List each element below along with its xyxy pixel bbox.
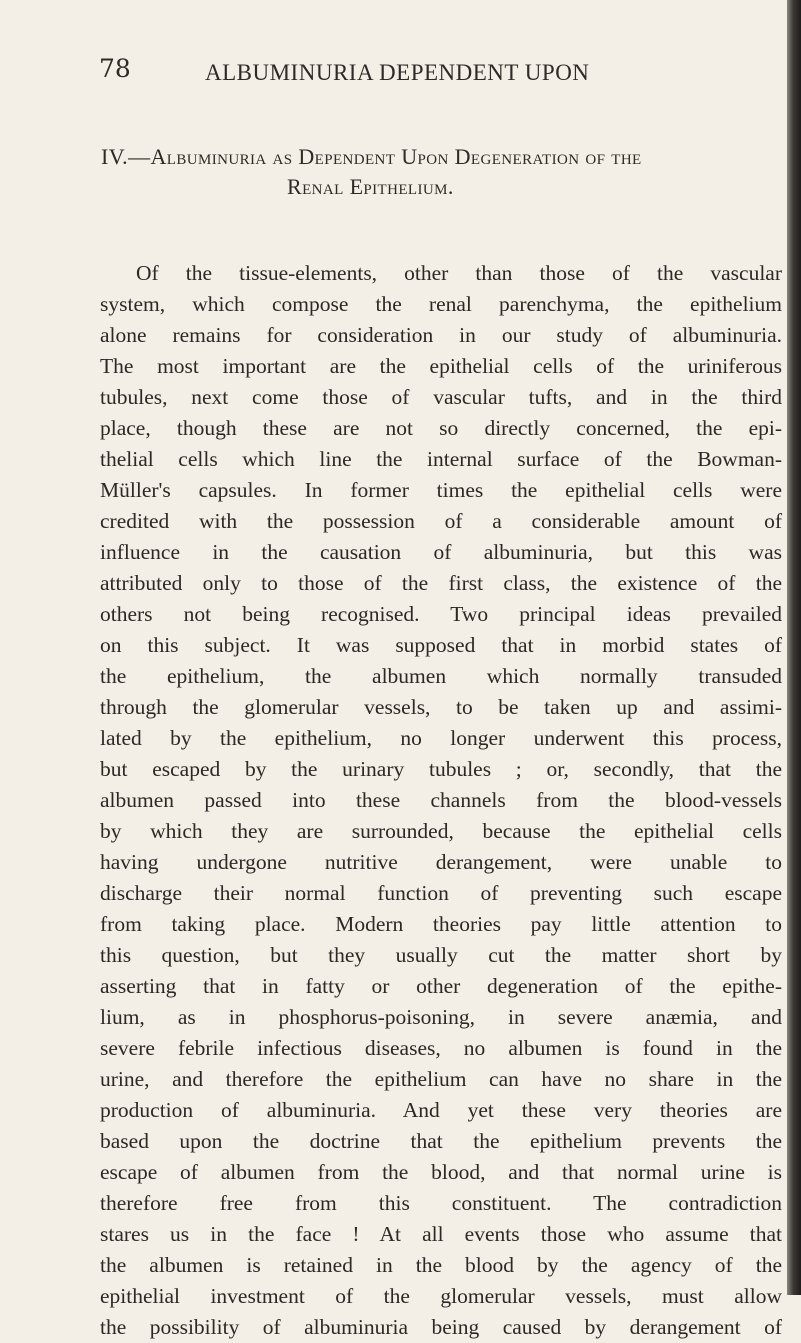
text-line: credited with the possession of a considerable amount of: [100, 509, 782, 533]
text-line: others not being recognised. Two principal ideas prevailed: [100, 602, 782, 626]
text-line: the epithelium, the albumen which normally transuded: [100, 664, 782, 688]
body-paragraph: [100, 258, 782, 1343]
text-line: through the glomerular vessels, to be taken up and assimi-: [100, 695, 782, 719]
text-line: albumen passed into these channels from the blood-vessels: [100, 788, 782, 812]
text-line: by which they are surrounded, because the epithelial cells: [100, 819, 782, 843]
text-line: urine, and therefore the epithelium can have no share in the: [100, 1067, 782, 1091]
text-line: but escaped by the urinary tubules ; or, secondly, that the: [100, 757, 782, 781]
text-line: this question, but they usually cut the matter short by: [100, 943, 782, 967]
section-heading: [101, 142, 781, 202]
text-line: having undergone nutritive derangement, were unable to: [100, 850, 782, 874]
text-line: Of the tissue-elements, other than those of the vascular: [136, 261, 782, 285]
text-line: the possibility of albuminuria being caused by derangement of: [100, 1315, 782, 1339]
text-line: influence in the causation of albuminuria, but this was: [100, 540, 782, 564]
text-line: lium, as in phosphorus-poisoning, in severe anæmia, and: [100, 1005, 782, 1029]
text-line: asserting that in fatty or other degeneration of the epithe-: [100, 974, 782, 998]
text-line: the albumen is retained in the blood by the agency of the: [100, 1253, 782, 1277]
page-number: 78: [99, 54, 131, 83]
text-line: from taking place. Modern theories pay little attention to: [100, 912, 782, 936]
text-line: system, which compose the renal parenchyma, the epithelium: [100, 292, 782, 316]
text-line: discharge their normal function of preventing such escape: [100, 881, 782, 905]
text-line: Müller's capsules. In former times the epithelial cells were: [100, 478, 782, 502]
text-line: on this subject. It was supposed that in morbid states of: [100, 633, 782, 657]
text-line: production of albuminuria. And yet these very theories are: [100, 1098, 782, 1122]
text-line: attributed only to those of the first class, the existence of the: [100, 571, 782, 595]
text-line: thelial cells which line the internal surface of the Bowman-: [100, 447, 782, 471]
text-line: therefore free from this constituent. The contradiction: [100, 1191, 782, 1215]
running-head: ALBUMINURIA DEPENDENT UPON: [205, 60, 590, 85]
text-line: The most important are the epithelial cells of the uriniferous: [100, 354, 782, 378]
text-line: alone remains for consideration in our study of albuminuria.: [100, 323, 782, 347]
text-line: tubules, next come those of vascular tufts, and in the third: [100, 385, 782, 409]
section-heading-line-1: IV.—Albuminuria as Dependent Upon Degeneration of the: [101, 144, 642, 169]
text-line: stares us in the face ! At all events those who assume that: [100, 1222, 782, 1246]
text-line: escape of albumen from the blood, and that normal urine is: [100, 1160, 782, 1184]
text-line: epithelial investment of the glomerular vessels, must allow: [100, 1284, 782, 1308]
text-line: based upon the doctrine that the epithelium prevents the: [100, 1129, 782, 1153]
text-line: lated by the epithelium, no longer underwent this process,: [100, 726, 782, 750]
text-line: severe febrile infectious diseases, no albumen is found in the: [100, 1036, 782, 1060]
text-line: place, though these are not so directly concerned, the epi-: [100, 416, 782, 440]
page-binding-edge: [787, 0, 801, 1295]
section-heading-line-2: Renal Epithelium.: [287, 174, 454, 199]
